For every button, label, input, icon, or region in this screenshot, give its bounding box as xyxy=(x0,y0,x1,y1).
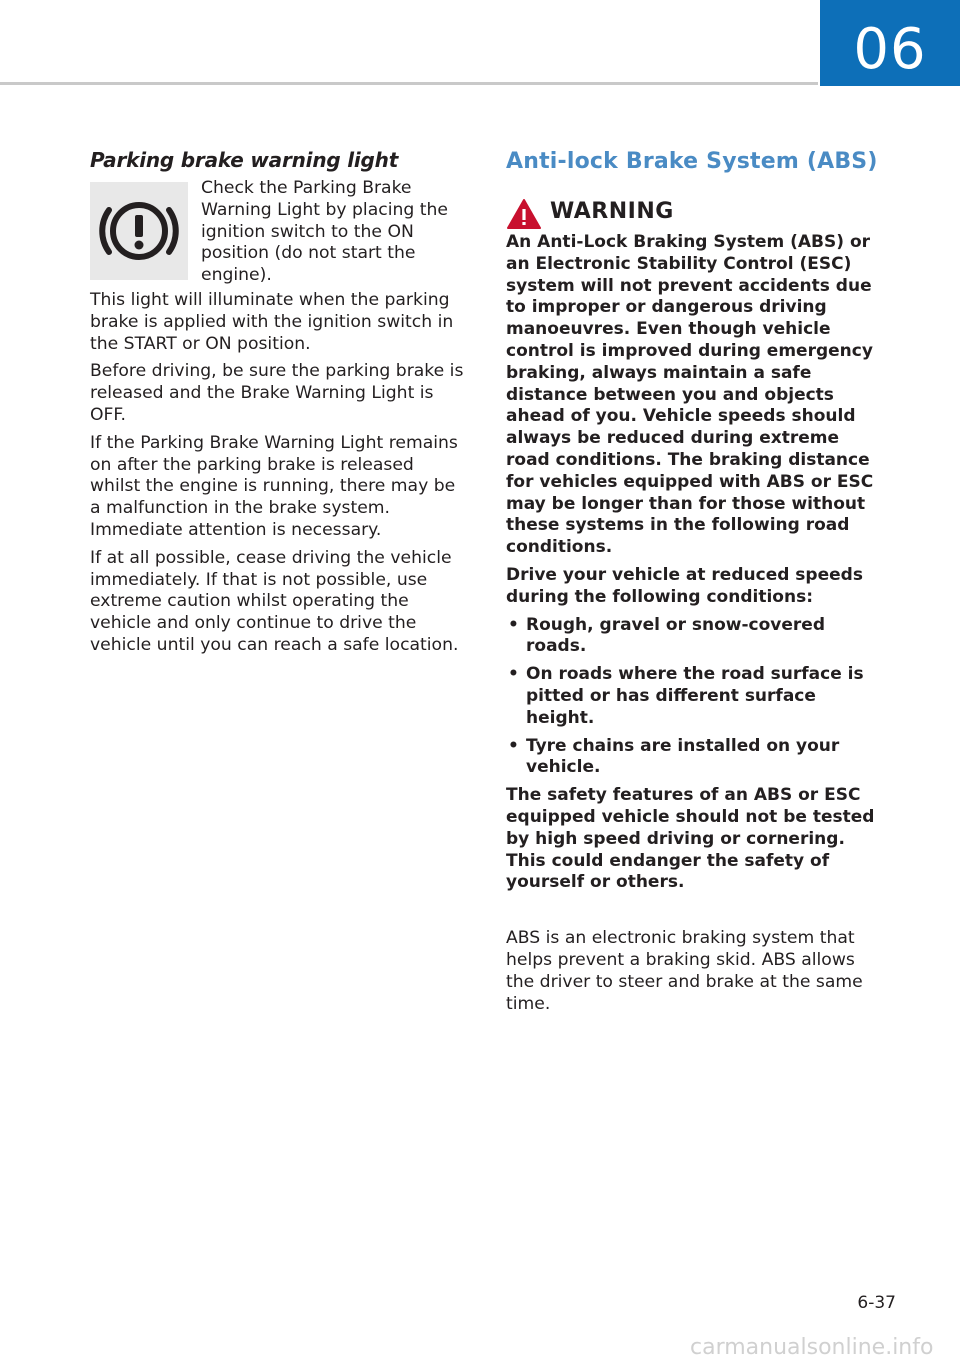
paragraph: Before driving, be sure the parking brake is released and the Brake Warning Light is OFF. xyxy=(90,361,464,425)
chapter-tab xyxy=(820,0,960,86)
warning-paragraph: Drive your vehicle at reduced speeds during the following conditions: xyxy=(506,564,863,607)
condition-list xyxy=(506,615,884,780)
header-rule xyxy=(0,82,818,85)
warning-paragraph: The safety features of an ABS or ESC equipped vehicle should not be tested by high speed driving or cornering. This could endanger the safety of yourself or others. xyxy=(506,785,875,893)
list-item: • Rough, gravel or snow-covered roads. xyxy=(506,615,884,659)
warning-triangle-icon xyxy=(506,198,542,234)
icon-description: Check the Parking Brake Warning Light by placing the ignition switch to the ON position (do not start the engine). xyxy=(201,178,448,286)
brake-warning-icon xyxy=(90,182,188,280)
warning-label: WARNING xyxy=(550,199,674,224)
warning-body xyxy=(506,232,884,894)
icon-row xyxy=(90,178,468,286)
section-title-abs: Anti-lock Brake System (ABS) xyxy=(506,149,878,174)
warning-header xyxy=(506,196,884,228)
abs-description: ABS is an electronic braking system that helps prevent a braking skid. ABS allows the driver to steer and brake at the same time. xyxy=(506,928,863,1014)
section-title-parking-brake: Parking brake warning light xyxy=(90,148,399,172)
page-number: 6-37 xyxy=(857,1293,896,1313)
left-column xyxy=(90,146,468,657)
chapter-number: 06 xyxy=(853,17,927,82)
list-item: • Tyre chains are installed on your vehicle. xyxy=(506,736,884,780)
list-item: • On roads where the road surface is pitted or has different surface height. xyxy=(506,664,884,729)
warning-paragraph: An Anti-Lock Braking System (ABS) or an Electronic Stability Control (ESC) system will not prevent accidents due to improper or dangerous driving manoeuvres. Even though vehicle control is improved during emergency braking, always maintain a safe distance between you and objects ahead of you. Vehicle speeds should always be reduced during extreme road conditions. The braking distance for vehicles equipped with ABS or ESC may be longer than for those without these systems in the following road conditions. xyxy=(506,232,874,558)
paragraph: If at all possible, cease driving the vehicle immediately. If that is not possible, use extreme caution whilst operating the vehicle and only continue to drive the vehicle until you can reach a safe location. xyxy=(90,547,459,655)
right-column xyxy=(506,146,884,1015)
paragraph: This light will illuminate when the parking brake is applied with the ignition switch in the START or ON position. xyxy=(90,290,454,354)
paragraph: If the Parking Brake Warning Light remains on after the parking brake is released whilst the engine is running, there may be a malfunction in the brake system. Immediate attention is necessary. xyxy=(90,432,458,540)
watermark: carmanualsonline.info xyxy=(690,1335,934,1360)
